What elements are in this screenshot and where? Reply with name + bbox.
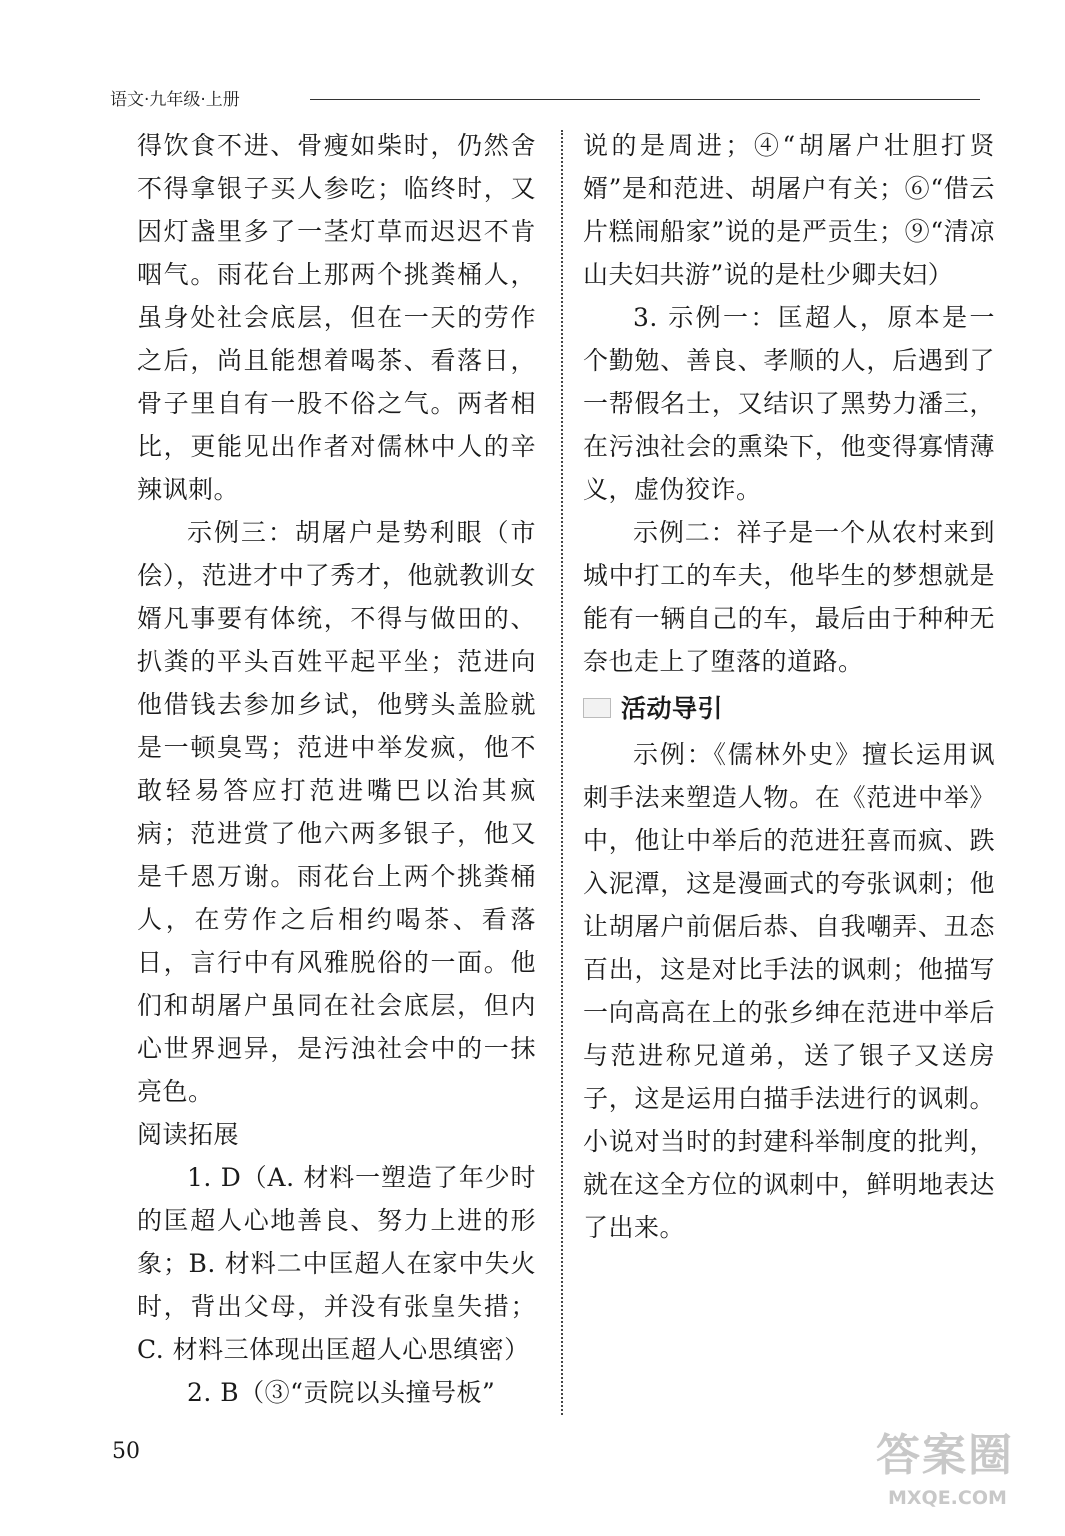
left-column xyxy=(137,124,536,1414)
watermark-logo xyxy=(876,1430,1026,1518)
left-paragraph-1: 得饮食不进、骨瘦如柴时，仍然舍不得拿银子买人参吃；临终时，又因灯盏里多了一茎灯草而迟迟不肯咽气。雨花台上那两个挑粪桶人，虽身处社会底层，但在一天的劳作之后，尚且能想着喝茶、看落日，骨子里自有一股不俗之气。两者相比，更能见出作者对儒林中人的辛辣讽刺。 xyxy=(137,131,536,504)
right-paragraph-2: 3. 示例一：匡超人，原本是一个勤勉、善良、孝顺的人，后遇到了一帮假名士，又结识了黑势力潘三，在污浊社会的熏染下，他变得寡情薄义，虚伪狡诈。 xyxy=(583,303,995,504)
left-paragraph-4: 2. B（③“贡院以头撞号板” xyxy=(187,1378,496,1407)
header-title: 语文·九年级·上册 xyxy=(110,90,240,110)
column-divider xyxy=(561,130,563,1415)
watermark-cn: 答案圈 xyxy=(876,1430,1014,1481)
section-badge-icon xyxy=(583,698,611,718)
section-title: 活动导引 xyxy=(621,693,724,723)
activity-guide-heading xyxy=(583,683,995,733)
page-number: 50 xyxy=(112,1439,140,1464)
right-column xyxy=(583,124,995,1249)
left-paragraph-2: 示例三：胡屠户是势利眼（市侩），范进才中了秀才，他就教训女婿凡事要有体统，不得与做田的、扒粪的平头百姓平起平坐；范进向他借钱去参加乡试，他劈头盖脸就是一顿臭骂；范进中举发疯，他不敢轻易答应打范进嘴巴以治其疯病；范进赏了他六两多银子，他又是千恩万谢。雨花台上两个挑粪桶人，在劳作之后相约喝茶、看落日，言行中有风雅脱俗的一面。他们和胡屠户虽同在社会底层，但内心世界迥异，是污浊社会中的一抹亮色。 xyxy=(137,518,536,1106)
right-paragraph-3: 示例二：祥子是一个从农村来到城中打工的车夫，他毕生的梦想就是能有一辆自己的车，最后由于种种无奈也走上了堕落的道路。 xyxy=(583,518,995,676)
left-paragraph-3: 1. D（A. 材料一塑造了年少时的匡超人心地善良、努力上进的形象；B. 材料二中匡超人在家中失火时，背出父母，并没有张皇失措；C. 材料三体现出匡超人心思缜密） xyxy=(137,1163,536,1364)
watermark-en: MXQE.COM xyxy=(888,1487,1007,1509)
reading-extension-heading: 阅读拓展 xyxy=(137,1120,240,1149)
header-rule xyxy=(310,99,980,100)
running-header xyxy=(110,88,980,112)
right-paragraph-1: 说的是周进；④“胡屠户壮胆打贤婿”是和范进、胡屠户有关；⑥“借云片糕闹船家”说的是严贡生；⑨“清凉山夫妇共游”说的是杜少卿夫妇） xyxy=(583,131,995,289)
right-paragraph-4: 示例：《儒林外史》擅长运用讽刺手法来塑造人物。在《范进中举》中，他让中举后的范进狂喜而疯、跌入泥潭，这是漫画式的夸张讽刺；他让胡屠户前倨后恭、自我嘲弄、丑态百出，这是对比手法的讽刺；他描写一向高高在上的张乡绅在范进中举后与范进称兄道弟，送了银子又送房子，这是运用白描手法进行的讽刺。小说对当时的封建科举制度的批判，就在这全方位的讽刺中，鲜明地表达了出来。 xyxy=(583,740,995,1242)
